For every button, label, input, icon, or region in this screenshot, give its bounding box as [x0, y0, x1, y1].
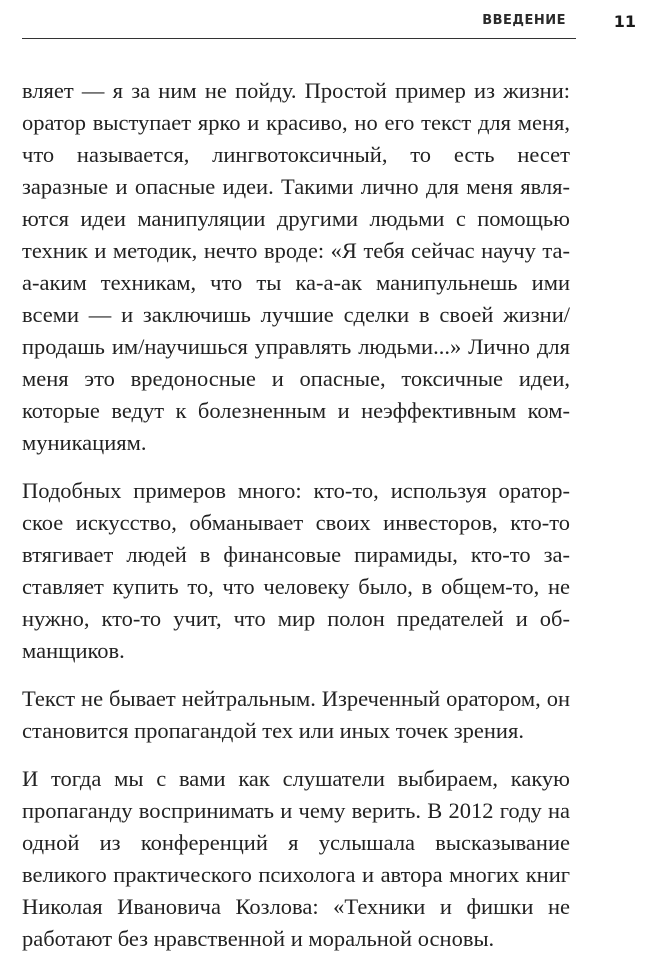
- header-rule: [22, 38, 576, 39]
- page-header: [22, 12, 638, 44]
- paragraph-2: Подобных примеров много: кто-то, используя ораторское искусство, обманывает своих инвесторов, кто-то втягивает людей в финансовые пирамиды, кто-то заставляет купить то, что человеку было, в общем-то, не нужно, кто-то учит, что мир полон предателей и обманщиков.: [22, 478, 570, 663]
- body-text: [22, 75, 570, 971]
- paragraph-4: И тогда мы с вами как слушатели выбираем, какую пропаганду воспринимать и чему верить. В 2012 году на одной из конференций я услышала высказывание великого практического психолога и автора многих книг Николая Ивановича Козлова: «Техники и фишки не работают без нравственной и моральной основы.: [22, 766, 570, 951]
- paragraph-3: Текст не бывает нейтральным. Изреченный оратором, он становится пропагандой тех или иных точек зрения.: [22, 686, 570, 743]
- paragraph-1: вляет — я за ним не пойду. Простой пример из жизни: оратор выступает ярко и красиво, но его текст для меня, что называется, лингвотоксичный, то есть несет заразные и опасные идеи. Такими лично для меня являются идеи манипуляции другими людьми с помощью техник и методик, нечто вроде: «Я тебя сейчас научу та-а-аким техникам, что ты ка-а-ак манипульнешь ими всеми — и заключишь лучшие сделки в своей жизни/ продашь им/научишься управлять людьми...» Лично для меня это вредоносные и опасные, токсичные идеи, которые ведут к болезненным и неэффективным коммуникациям.: [22, 78, 570, 455]
- running-head: ВВЕДЕНИЕ: [482, 13, 566, 28]
- page-number: 11: [613, 12, 636, 31]
